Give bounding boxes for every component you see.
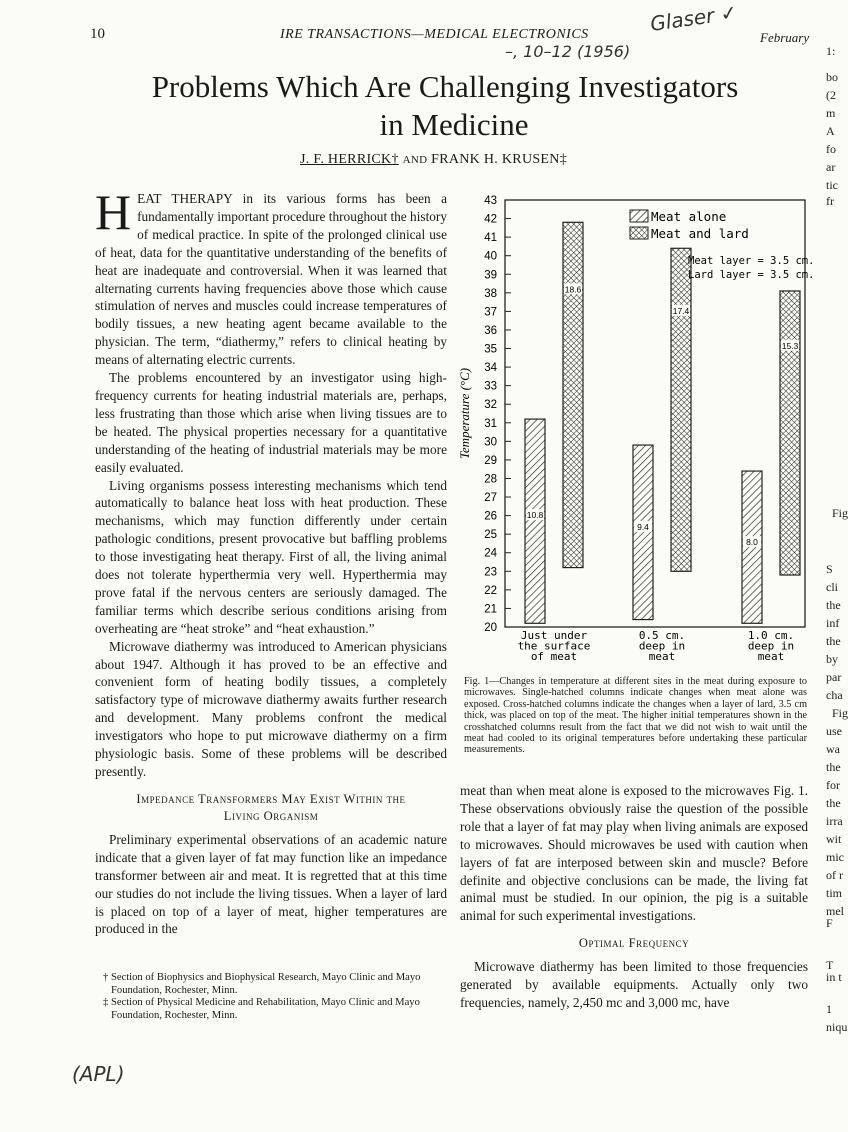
footnote-1: † Section of Biophysics and Biophysical Research, Mayo Clinic and Mayo Foundation, Rochester, Minn. (103, 972, 421, 996)
edge-fragment: irra (826, 814, 843, 828)
edge-fragment: mel (826, 904, 844, 918)
edge-fragment: Fig (832, 706, 848, 720)
y-tick-label: 20 (484, 622, 497, 634)
y-axis-label: Temperature (°C) (457, 367, 472, 460)
edge-fragment: S (826, 562, 833, 576)
y-tick-label: 23 (484, 566, 497, 579)
bar-meat-alone (742, 471, 762, 623)
x-category-label: meat (757, 650, 785, 663)
edge-fragment: bo (826, 70, 838, 84)
y-tick-label: 27 (484, 492, 497, 505)
edge-fragment: par (826, 670, 842, 684)
edge-fragment: tim (826, 886, 843, 900)
footnotes (95, 972, 447, 1022)
legend-entry: Meat and lard (651, 226, 749, 241)
y-tick-label: 34 (484, 362, 497, 375)
right-column (460, 782, 808, 1012)
edge-fragment: A (826, 124, 835, 138)
edge-fragment: fr (826, 194, 834, 208)
bar-meat-alone (525, 419, 545, 623)
y-tick-label: 37 (484, 306, 497, 319)
edge-fragment: in t (826, 970, 842, 984)
y-tick-label: 31 (484, 417, 497, 430)
y-tick-label: 39 (484, 269, 497, 282)
y-tick-label: 24 (484, 547, 497, 560)
y-tick-label: 36 (484, 324, 497, 337)
y-tick-label: 28 (484, 473, 497, 486)
figure-1-chart (455, 190, 820, 675)
intro-paragraph (95, 184, 447, 369)
y-tick-label: 40 (484, 250, 497, 263)
edge-fragment: F (826, 916, 833, 930)
x-category-label: 1.0 cm. (747, 629, 795, 642)
bar-value-label: 18.6 (564, 284, 582, 295)
edge-fragment: m (826, 106, 836, 120)
section-heading-optimal-frequency: Optimal Frequency (578, 936, 690, 951)
paragraph-3: Living organisms possess interesting mechanisms which tend automatically to balance heat loss with heat production. These mechanisms, which may function differently under certain pathologic conditions, present provocative but baffling problems to those investigating heat therapy. First of all, the living animal does not tolerate hyperthermia very well. Hyperthermia may prove fatal if the nervous centers are seriously damaged. The familiar terms which describe serious conditions arising from overheating are “heat stroke” and “heat exhaustion.” (95, 477, 447, 636)
edge-fragment: cli (826, 580, 838, 594)
x-category-label: meat (648, 650, 676, 663)
x-category-label: 0.5 cm. (638, 629, 686, 642)
y-tick-label: 26 (484, 510, 497, 523)
edge-fragment: the (826, 598, 841, 612)
section-heading-line2: Living Organism (223, 808, 319, 823)
x-category-label: Just under (520, 629, 588, 642)
y-tick-label: 42 (484, 213, 497, 226)
edge-fragment: wa (826, 742, 840, 756)
left-column (95, 184, 447, 938)
edge-fragment: the (826, 634, 841, 648)
bar-meat-and-lard (671, 248, 691, 571)
page-number: 10 (90, 26, 105, 42)
bar-value-label: 10.8 (526, 510, 544, 521)
chart-annotation: Lard layer = 3.5 cm. (688, 269, 815, 281)
y-tick-label: 35 (484, 343, 497, 356)
intro-text: in its various forms has been a fundamentally important procedure throughout the history of medical practice. In spite of the prolonged clinical use of heat, data for the quantitative understanding of the benefits of heat are inadequate and controversial. When it was learned that alternating currents having frequencies above those which cause stimulation of nerves and muscles could increase temperatures of bodily tissues, a new heating agent became available to the physician. The term, “diathermy,” refers to clinical heating by means of alternating electric currents. (95, 191, 447, 368)
intro-caps: EAT THERAPY (137, 191, 233, 206)
article-title-line1: Problems Which Are Challenging Investigators (151, 69, 739, 104)
edge-fragment: fo (826, 142, 836, 156)
legend-entry: Meat alone (651, 209, 727, 224)
article-title-line2: in Medicine (379, 107, 529, 142)
footnote-2: ‡ Section of Physical Medicine and Rehabilitation, Mayo Clinic and Mayo Foundation, Rochester, Minn. (103, 997, 420, 1021)
right-paragraph-2: Microwave diathermy has been limited to those frequencies generated by available equipments. Actually only two frequencies, namely, 2,450 mc and 3,000 mc, have (460, 959, 808, 1011)
bar-meat-and-lard (780, 291, 800, 575)
edge-fragment: by (826, 652, 838, 666)
x-category-label: deep in (747, 639, 795, 653)
author-2: FRANK H. KRUSEN‡ (431, 152, 567, 167)
author-and: AND (402, 154, 428, 166)
bar-meat-and-lard (563, 222, 583, 567)
y-tick-label: 29 (484, 454, 497, 467)
section-heading-impedance (95, 791, 447, 825)
y-tick-label: 43 (484, 195, 497, 207)
edge-fragment: T (826, 958, 834, 972)
edge-fragment: wit (826, 832, 842, 846)
edge-fragment: Fig (832, 506, 848, 520)
drop-cap: H (95, 184, 132, 240)
y-tick-label: 33 (484, 380, 497, 393)
right-paragraph-1: meat than when meat alone is exposed to the microwaves Fig. 1. These observations obviously raise the question of the possible role that a layer of fat may play when living animals are exposed to microwaves. Should microwaves be used with caution when layers of fat are interposed between skin and muscle? Before definite and objective conclusions can be made, the living fat animal must be studied. In our opinion, the pig is a suitable animal for such experimental investigations. (460, 783, 808, 924)
edge-fragment: ar (826, 160, 836, 174)
y-tick-label: 22 (484, 584, 497, 597)
x-category-label: deep in (638, 639, 686, 653)
bar-value-label: 17.4 (672, 305, 690, 316)
x-category-label: the surface (517, 639, 591, 653)
bar-meat-alone (633, 445, 653, 620)
edge-fragment: cha (826, 688, 843, 702)
edge-fragment: use (826, 724, 842, 738)
edge-fragment: 1: (826, 44, 836, 58)
edge-fragment: the (826, 796, 841, 810)
journal-title: IRE TRANSACTIONS—MEDICAL ELECTRONICS (280, 27, 589, 42)
handwritten-reference: –, 10–12 (1956) (505, 42, 631, 61)
legend-swatch (630, 227, 648, 239)
paragraph-2: The problems encountered by an investigator using high-frequency currents for heating industrial materials are, perhaps, less frustrating than those which arise when living tissues are to be heated. The physical properties necessary for a quantitative understanding of the heating of industrial materials may be more easily evaluated. (95, 370, 447, 475)
edge-fragment: tic (826, 178, 838, 192)
handwritten-annotation-top: Glaser ✓ (648, 0, 739, 36)
edge-fragment: niqu (826, 1020, 848, 1034)
legend-swatch (630, 210, 648, 222)
y-tick-label: 25 (484, 529, 497, 542)
y-tick-label: 32 (484, 399, 497, 412)
section-heading-line1: Impedance Transformers May Exist Within the (136, 791, 406, 806)
x-category-label: of meat (530, 650, 578, 663)
y-tick-label: 38 (484, 287, 497, 300)
edge-fragment: the (826, 760, 841, 774)
figure-caption: Fig. 1—Changes in temperature at different sites in the meat during exposure to microwaves. Single-hatched columns indicate changes when meat alone was exposed. Cross-hatched columns indicate the changes when a layer of lard, 3.5 cm thick, was placed on top of the meat. The higher initial temperatures shown in the crosshatched columns result from the fact that we did not wish to wait until the meat had cooled to its original temperatures before undertaking these particular measurements. (464, 676, 807, 756)
handwritten-annotation-bottom: (APL) (72, 1062, 125, 1086)
edge-fragment: 1 (826, 1002, 832, 1016)
author-1: J. F. HERRICK† (300, 152, 399, 167)
chart-annotation: Meat layer = 3.5 cm. (688, 255, 815, 267)
issue-month: February (760, 30, 810, 45)
y-tick-label: 30 (484, 436, 497, 449)
edge-fragment: inf (826, 616, 840, 630)
edge-fragment: mic (826, 850, 844, 864)
bar-value-label: 8.0 (746, 537, 758, 548)
y-tick-label: 21 (484, 603, 497, 616)
edge-fragment: (2 (826, 88, 836, 102)
paragraph-5: Preliminary experimental observations of an academic nature indicate that a given layer of fat may function like an impedance transformer between air and meat. It is regretted that at this time our studies do not include the living tissues. When a layer of lard is placed on top of a layer of meat, higher temperatures are produced in the (95, 831, 447, 937)
edge-fragment: for (826, 778, 840, 792)
author-line (300, 152, 567, 168)
paragraph-4: Microwave diathermy was introduced to American physicians about 1947. Although it has proved to be an effective and convenient form of heating bodily tissues, a completely satisfactory type of microwave diathermy awaits further research and development. Many problems confront the medical investigators who hope to put microwave diathermy on a firm physiologic basis. Some of these problems will be described presently. (95, 638, 447, 779)
edge-fragment: of r (826, 868, 843, 882)
bar-value-label: 15.3 (781, 340, 799, 351)
y-tick-label: 41 (484, 232, 497, 245)
bar-value-label: 9.4 (637, 521, 649, 532)
